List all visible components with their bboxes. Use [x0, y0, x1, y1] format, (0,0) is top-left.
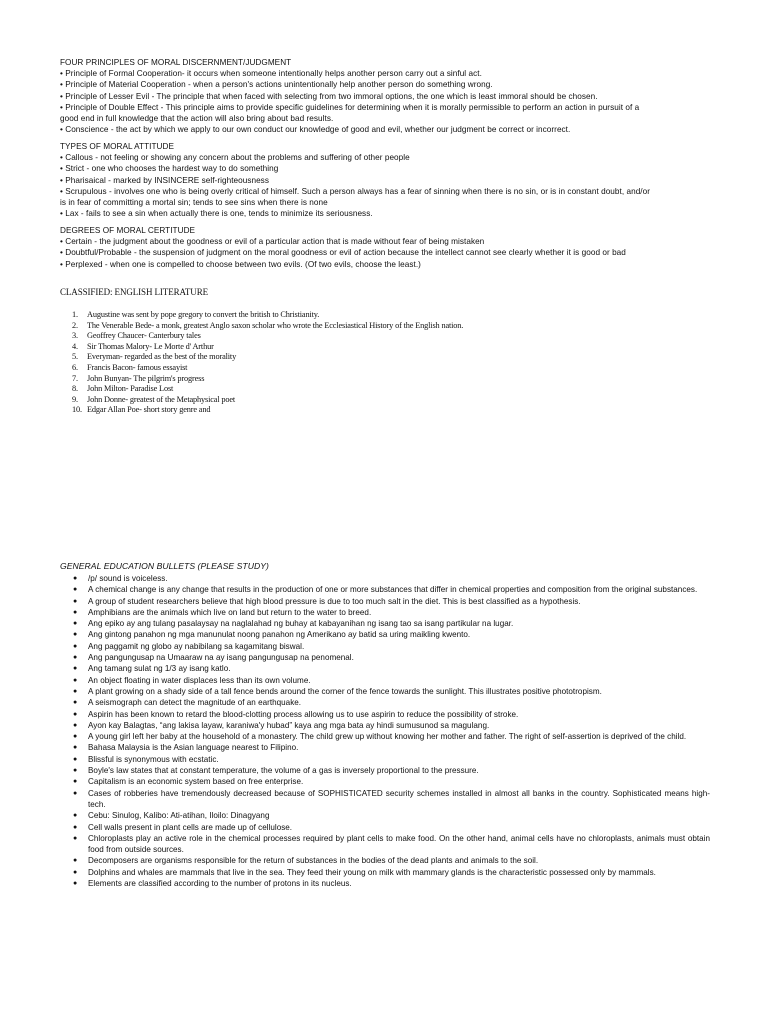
item-text: Elements are classified according to the number of protons in its nucleus. — [88, 879, 352, 889]
item-text: Ang pangungusap na Umaaraw na ay isang pangungusap na penomenal. — [88, 653, 354, 663]
section-heading: FOUR PRINCIPLES OF MORAL DISCERNMENT/JUDGMENT — [60, 58, 292, 67]
item-text: Capitalism is an economic system based on free enterprise. — [88, 777, 304, 787]
item-text: John Donne- greatest of the Metaphysical poet — [87, 394, 236, 404]
list-item — [60, 331, 710, 342]
item-text: Chloroplasts play an active role in the chemical processes required by plant cells to make food. On the other hand, animal cells have no chloroplasts, animals must obtain food from outside sources. — [88, 833, 710, 855]
list-item — [60, 573, 710, 584]
text-line: • Principle of Double Effect - This principle aims to provide specific guidelines for determining when it is morally permissible to perform an action in pursuit of a — [60, 102, 640, 112]
item-text: Francis Bacon- famous essayist — [87, 362, 188, 372]
list-item — [60, 374, 710, 385]
text-line: • Principle of Material Cooperation - when a person's actions unintentionally help another person do something wrong. — [60, 80, 493, 90]
bullet-icon: ● — [73, 687, 78, 695]
text-line: is in fear of committing a mortal sin; tends to see sins when there is none — [60, 198, 328, 208]
item-text: Sir Thomas Malory- Le Morte d' Arthur — [87, 341, 214, 351]
bullet-list — [60, 573, 710, 889]
item-text: Augustine was sent by pope gregory to convert the british to Christianity. — [87, 310, 320, 319]
list-item — [60, 776, 710, 787]
text-line: • Principle of Lesser Evil - The principle that when faced with selecting from two immoral options, the one which is least immoral should be chosen. — [60, 91, 598, 101]
bullet-icon: ● — [73, 699, 78, 707]
list-item — [60, 686, 710, 697]
list-item — [60, 395, 710, 406]
item-text: Everyman- regarded as the best of the morality — [87, 352, 237, 362]
text-line: • Callous - not feeling or showing any concern about the problems and suffering of other people — [60, 153, 410, 163]
bullet-icon: ● — [73, 710, 78, 718]
list-item — [60, 584, 710, 595]
bullet-icon: ● — [73, 868, 78, 876]
item-number: 10. — [72, 405, 82, 415]
list-item — [60, 720, 710, 731]
item-text: John Milton- Paradise Lost — [87, 384, 174, 394]
moral-attitude-section — [60, 141, 710, 219]
english-literature-section — [60, 286, 710, 416]
text-line: good end in full knowledge that the action will also bring about bad results. — [60, 114, 334, 124]
text-line: • Principle of Formal Cooperation- it occurs when someone intentionally helps another person carry out a sinful act. — [60, 69, 482, 79]
bullet-icon: ● — [73, 778, 78, 786]
item-text: Dolphins and whales are mammals that live in the sea. They feed their young on milk with mammary glands is the characteristic possessed only by mammals. — [88, 867, 656, 877]
item-text: Ang tamang sulat ng 1/3 ay isang katlo. — [88, 664, 231, 674]
list-item — [60, 641, 710, 652]
item-number: 9. — [72, 394, 78, 404]
moral-certitude-section — [60, 225, 710, 270]
item-text: Blissful is synonymous with ecstatic. — [88, 754, 219, 764]
section-heading: DEGREES OF MORAL CERTITUDE — [60, 226, 196, 235]
bullet-icon: ● — [73, 654, 78, 662]
list-item — [60, 607, 710, 618]
list-item — [60, 310, 710, 321]
item-text: A seismograph can detect the magnitude of an earthquake. — [88, 698, 302, 708]
list-item — [60, 742, 710, 753]
item-text: Ang gintong panahon ng mga manunulat noong panahon ng Amerikano ay batid sa uring maikling kwento. — [88, 630, 471, 640]
list-item — [60, 352, 710, 363]
item-text: Ayon kay Balagtas, “ang lakisa layaw, karaniwa'y hubad” kaya ang mga bata ay hindi sumusunod sa magulang. — [88, 720, 490, 730]
item-text: An object floating in water displaces less than its own volume. — [88, 675, 311, 685]
item-number: 6. — [72, 362, 78, 372]
item-number: 4. — [72, 341, 78, 351]
item-text: Edgar Allan Poe- short story genre and — [87, 405, 211, 415]
item-text: The Venerable Bede- a monk, greatest Anglo saxon scholar who wrote the Ecclesiastical History of the English nation. — [87, 320, 464, 330]
item-text: Bahasa Malaysia is the Asian language nearest to Filipino. — [88, 743, 299, 753]
list-item — [60, 384, 710, 395]
list-item — [60, 878, 710, 889]
item-number: 1. — [72, 310, 78, 319]
item-text: A plant growing on a shady side of a tall fence bends around the corner of the fence towards the sunlight. This illustrates positive phototropism. — [88, 686, 602, 696]
item-text: A group of student researchers believe that high blood pressure is due to too much salt in the diet. This is best classified as a hypothesis. — [88, 596, 581, 606]
item-text: Amphibians are the animals which live on land but return to the water to breed. — [88, 607, 372, 617]
list-item — [60, 788, 710, 811]
text-line: • Conscience - the act by which we apply to our own conduct our knowledge of good and evil, whether our judgment be correct or incorrect. — [60, 125, 571, 135]
item-number: 7. — [72, 373, 78, 383]
list-item — [60, 731, 710, 742]
list-item — [60, 675, 710, 686]
text-line: • Strict - one who chooses the hardest way to do something — [60, 164, 279, 174]
bullet-icon: ● — [73, 789, 78, 797]
item-text: Decomposers are organisms responsible for the return of substances in the bodies of the dead plants and animals to the soil. — [88, 856, 539, 866]
list-item — [60, 652, 710, 663]
list-item — [60, 629, 710, 640]
text-line: • Certain - the judgment about the goodness or evil of a particular action that is made without fear of being mistaken — [60, 237, 485, 247]
bullet-icon: ● — [73, 721, 78, 729]
list-item — [60, 697, 710, 708]
item-text: Ang paggamit ng globo ay nabibilang sa kagamitang biswal. — [88, 641, 305, 651]
item-number: 2. — [72, 320, 78, 330]
list-item — [60, 363, 710, 374]
text-line: • Scrupulous - involves one who is being overly critical of himself. Such a person always has a fear of sinning when there is no sin, or is in constant doubt, and/or — [60, 186, 651, 196]
bullet-icon: ● — [73, 597, 78, 605]
item-number: 8. — [72, 384, 78, 394]
section-heading: CLASSIFIED: ENGLISH LITERATURE — [60, 287, 208, 297]
bullet-icon: ● — [73, 631, 78, 639]
list-item — [60, 833, 710, 856]
list-item — [60, 342, 710, 353]
item-text: Boyle's law states that at constant temperature, the volume of a gas is inversely proportional to the pressure. — [88, 766, 479, 776]
list-item — [60, 663, 710, 674]
bullet-icon: ● — [73, 744, 78, 752]
bullet-icon: ● — [73, 823, 78, 831]
bullet-icon: ● — [73, 575, 78, 582]
bullet-icon: ● — [73, 676, 78, 684]
list-item — [60, 867, 710, 878]
list-item — [60, 855, 710, 866]
bullet-icon: ● — [73, 834, 78, 842]
item-text: Ang epiko ay ang tulang pasalaysay na naglalahad ng buhay at kabayanihan ng isang tao sa isang partikular na lugar. — [88, 619, 514, 629]
section-heading: GENERAL EDUCATION BULLETS (PLEASE STUDY) — [60, 561, 269, 571]
list-item — [60, 822, 710, 833]
item-text: A chemical change is any change that results in the production of one or more substances that differ in chemical properties and composition from the original substances. — [88, 585, 698, 595]
bullet-icon: ● — [73, 812, 78, 820]
bullet-icon: ● — [73, 767, 78, 775]
item-text: Cases of robberies have tremendously decreased because of SOPHISTICATED security schemes installed in almost all banks in the country. Sophisticated means high-tech. — [88, 788, 710, 809]
bullet-icon: ● — [73, 880, 78, 888]
item-text: Geoffrey Chaucer- Canterbury tales — [87, 331, 201, 341]
item-number: 3. — [72, 331, 78, 341]
bullet-icon: ● — [73, 665, 78, 673]
bullet-icon: ● — [73, 620, 78, 628]
text-line: • Perplexed - when one is compelled to choose between two evils. (Of two evils, choose the least.) — [60, 259, 421, 269]
list-item — [60, 810, 710, 821]
bullet-icon: ● — [73, 857, 78, 865]
list-item — [60, 405, 710, 416]
bullet-icon: ● — [73, 642, 78, 650]
item-text: /p/ sound is voiceless. — [88, 574, 168, 583]
item-text: Aspirin has been known to retard the blood-clotting process allowing us to use aspirin to reduce the possibility of stroke. — [88, 709, 519, 719]
item-text: Cell walls present in plant cells are made up of cellulose. — [88, 822, 293, 832]
bullet-icon: ● — [73, 733, 78, 741]
item-text: John Bunyan- The pilgrim's progress — [87, 373, 205, 383]
bullet-icon: ● — [73, 608, 78, 616]
bullet-icon: ● — [73, 755, 78, 763]
list-item — [60, 765, 710, 776]
item-text: Cebu: Sinulog, Kalibo: Ati-atihan, Iloilo: Dinagyang — [88, 811, 270, 821]
list-item — [60, 596, 710, 607]
text-line: • Doubtful/Probable - the suspension of judgment on the moral goodness or evil of action because the intellect cannot see clearly whether it is good or bad — [60, 248, 626, 258]
list-item — [60, 321, 710, 332]
section-heading: TYPES OF MORAL ATTITUDE — [60, 142, 174, 151]
general-education-section — [60, 561, 710, 889]
list-item — [60, 754, 710, 765]
bullet-icon: ● — [73, 586, 78, 594]
item-text: A young girl left her baby at the household of a monastery. The child grew up without knowing her mother and father. The right of self-assertion is deprived of the child. — [88, 732, 687, 742]
text-line: • Pharisaical - marked by INSINCERE self-righteousness — [60, 175, 269, 185]
numbered-list — [60, 310, 710, 416]
list-item — [60, 709, 710, 720]
list-item — [60, 618, 710, 629]
item-number: 5. — [72, 352, 78, 362]
text-line: • Lax - fails to see a sin when actually there is one, tends to minimize its seriousness. — [60, 209, 373, 219]
moral-discernment-section — [60, 57, 710, 135]
